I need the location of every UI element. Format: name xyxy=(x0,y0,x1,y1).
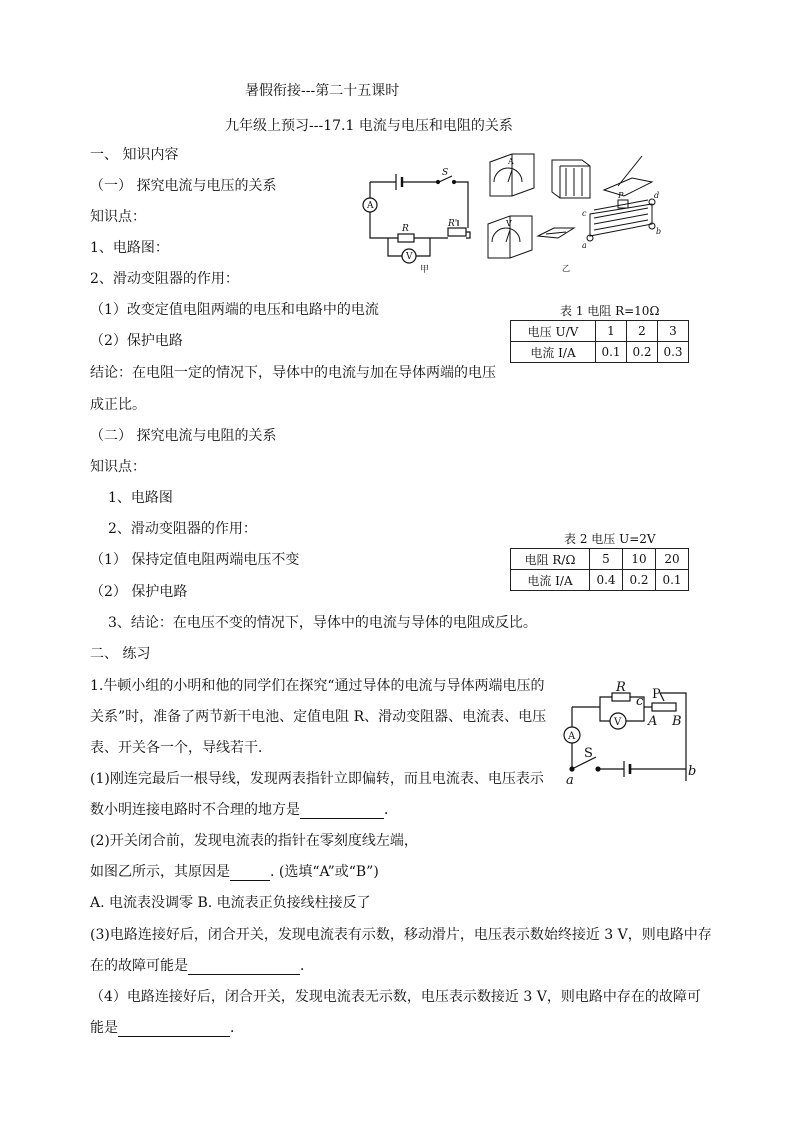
table-cell: 0.2 xyxy=(623,570,656,591)
fig2-terminal-a: A xyxy=(648,714,658,729)
terminal-label-c: c xyxy=(582,209,587,218)
figure-apparatus-yi xyxy=(482,152,672,274)
ammeter-label: A xyxy=(367,201,374,211)
table1 xyxy=(510,320,689,363)
knowledge-label-2: 知识点： xyxy=(90,459,146,475)
role2-2: （2） 保护电路 xyxy=(90,584,188,600)
table1-caption: 表 1 电阻 R=10Ω xyxy=(560,304,660,318)
table-row xyxy=(511,570,689,591)
fig2-ammeter-label: A xyxy=(568,731,576,742)
page-title: 暑假衔接---第二十五课时 xyxy=(245,83,400,99)
figure-label-jia: 甲 xyxy=(420,265,430,275)
table-cell: 0.1 xyxy=(656,570,689,591)
period: ． xyxy=(300,958,314,974)
part1-title: （一） 探究电流与电压的关系 xyxy=(90,178,277,194)
answer-blank-3[interactable] xyxy=(188,960,300,975)
table-cell: 0.2 xyxy=(627,342,658,363)
table-cell: 电流 I/A xyxy=(511,342,596,363)
conclusion-2: 3、结论：在电压不变的情况下，导体中的电流与导体的电阻成反比。 xyxy=(108,615,537,631)
figure-exercise-circuit xyxy=(560,680,710,788)
q1-3-line1: (3)电路连接好后，闭合开关，发现电流表有示数，移动滑片，电压表示数始终接近 3 V，则电路中存 xyxy=(90,927,712,943)
apparatus-ammeter-label: A xyxy=(508,157,514,166)
table2-caption: 表 2 电压 U=2V xyxy=(564,532,656,546)
q1-2-prompt: 如图乙所示，其原因是 xyxy=(90,864,230,880)
q1-2-line1: (2)开关闭合前，发现电流表的指针在零刻度线左端， xyxy=(90,833,418,849)
fig2-point-c: c xyxy=(636,694,644,709)
table2 xyxy=(510,548,689,591)
table-cell: 10 xyxy=(623,549,656,570)
part2-title: （二） 探究电流与电阻的关系 xyxy=(90,428,277,444)
rheostat-label: R' xyxy=(448,219,458,229)
fig2-point-b: b xyxy=(688,764,697,779)
item-rheostat-role: 2、滑动变阻器的作用： xyxy=(90,271,239,287)
item2-circuit: 1、电路图 xyxy=(108,490,173,506)
q1-2-choice-hint: . (选填“A”或“B”) xyxy=(270,864,379,880)
conclusion-1-line1: 结论：在电阻一定的情况下，导体中的电流与加在导体两端的电压 xyxy=(90,365,496,381)
q1-4-line1: （4）电路连接好后，闭合开关，发现电流表无示数，电压表示数接近 3 V，则电路中存在的故障可 xyxy=(90,989,701,1005)
q1-2-options: A. 电流表没调零 B. 电流表正负接线柱接反了 xyxy=(90,895,371,911)
figure-circuit-jia xyxy=(358,160,488,275)
resistor-label: R xyxy=(402,224,409,234)
table-cell: 5 xyxy=(590,549,623,570)
item-circuit-diagram: 1、电路图： xyxy=(90,240,169,256)
table-row xyxy=(511,321,689,342)
table-cell: 1 xyxy=(596,321,627,342)
table-cell: 电流 I/A xyxy=(511,570,590,591)
fig2-voltmeter-label: V xyxy=(614,717,622,728)
answer-blank-2[interactable] xyxy=(230,866,270,881)
table-cell: 电压 U/V xyxy=(511,321,596,342)
q1-4-line2 xyxy=(90,1019,244,1037)
terminal-label-a: a xyxy=(582,241,587,250)
period: ． xyxy=(230,1020,244,1036)
table-row xyxy=(511,342,689,363)
q1-1-line1: (1)刚连完最后一根导线，发现两表指针立即偏转，而且电流表、电压表示 xyxy=(90,771,544,787)
fig2-resistor-label: R xyxy=(616,680,626,695)
apparatus-voltmeter-label: V xyxy=(506,219,512,228)
page-subtitle: 九年级上预习---17.1 电流与电压和电阻的关系 xyxy=(225,118,513,134)
section1-heading: 一、 知识内容 xyxy=(90,147,179,163)
q1-3-line2 xyxy=(90,957,314,975)
table-cell: 电阻 R/Ω xyxy=(511,549,590,570)
fig2-terminal-b: B xyxy=(672,714,682,729)
fig2-slider-label: P xyxy=(652,687,661,702)
figure-label-yi: 乙 xyxy=(562,264,570,273)
q1-line1: 1.牛顿小组的小明和他的同学们在探究“通过导体的电流与导体两端电压的 xyxy=(90,678,545,694)
period: ． xyxy=(384,802,398,818)
table-cell: 20 xyxy=(656,549,689,570)
section2-heading: 二、 练习 xyxy=(90,646,151,662)
q1-line3: 表、开关各一个，导线若干． xyxy=(90,740,272,756)
terminal-label-b: b xyxy=(656,227,662,236)
answer-blank-4[interactable] xyxy=(118,1022,230,1037)
table-cell: 0.1 xyxy=(596,342,627,363)
table-row xyxy=(511,549,689,570)
fig2-point-a: a xyxy=(566,773,574,788)
item2-rheostat-role: 2、滑动变阻器的作用： xyxy=(108,521,257,537)
role-2: （2）保护电路 xyxy=(90,333,183,349)
table-cell: 3 xyxy=(658,321,689,342)
voltmeter-label: V xyxy=(406,252,413,262)
table-cell: 0.4 xyxy=(590,570,623,591)
q1-2-line2 xyxy=(90,863,379,881)
fig2-switch-label: S xyxy=(584,746,593,761)
q1-3-prompt: 在的故障可能是 xyxy=(90,958,188,974)
q1-line2: 关系”时，准备了两节新干电池、定值电阻 R、滑动变阻器、电流表、电压 xyxy=(90,709,547,725)
role2-1: （1） 保持定值电阻两端电压不变 xyxy=(90,552,300,568)
table-cell: 2 xyxy=(627,321,658,342)
q1-1-prompt: 数小明连接电路时不合理的地方是 xyxy=(90,802,300,818)
role-1: （1）改变定值电阻两端的电压和电路中的电流 xyxy=(90,302,379,318)
q1-4-prompt: 能是 xyxy=(90,1020,118,1036)
table-cell: 0.3 xyxy=(658,342,689,363)
q1-1-line2 xyxy=(90,801,398,819)
switch-label: S xyxy=(442,168,449,178)
slider-label-p: P xyxy=(618,191,624,200)
knowledge-label: 知识点： xyxy=(90,209,146,225)
terminal-label-d: d xyxy=(654,191,660,200)
answer-blank-1[interactable] xyxy=(300,804,384,819)
conclusion-1-line2: 成正比。 xyxy=(90,397,146,413)
